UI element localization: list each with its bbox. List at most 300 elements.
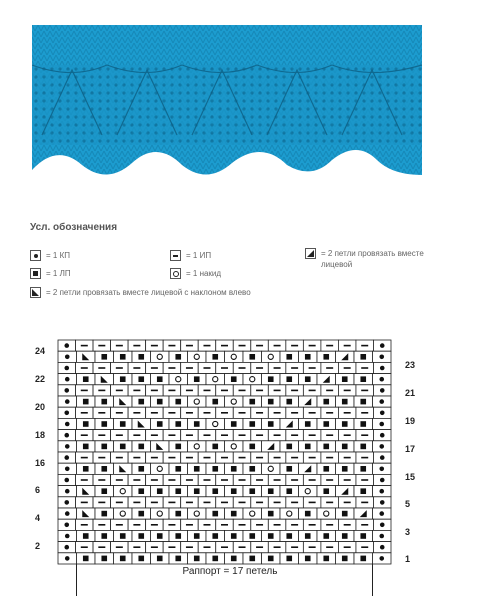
chart-symbol — [323, 421, 329, 427]
chart-symbol — [101, 556, 107, 562]
chart-symbol — [305, 354, 311, 360]
legend-item-label: = 1 ИП — [186, 251, 212, 260]
chart-symbol — [239, 479, 246, 481]
chart-symbol — [379, 444, 384, 449]
chart-symbol — [239, 502, 246, 504]
chart-cell — [225, 396, 244, 407]
chart-symbol — [239, 524, 246, 526]
chart-symbol — [168, 479, 175, 481]
chart-symbol — [81, 390, 88, 392]
chart-symbol — [65, 399, 70, 404]
chart-symbol — [309, 390, 316, 392]
chart-symbol — [186, 367, 193, 369]
chart-symbol — [138, 444, 144, 450]
chart-symbol — [151, 479, 158, 481]
chart-symbol — [221, 524, 228, 526]
chart-symbol — [64, 545, 69, 550]
chart-symbol — [64, 411, 69, 416]
chart-symbol — [186, 434, 193, 436]
chart-symbol — [344, 479, 351, 481]
row-number-left: 20 — [35, 402, 46, 412]
chart-symbol — [344, 457, 351, 459]
chart-cell — [280, 508, 299, 519]
row-number-right: 5 — [405, 499, 411, 509]
chart-cell — [243, 374, 262, 385]
chart-symbol — [274, 524, 281, 526]
chart-symbol — [186, 479, 193, 481]
chart-symbol — [203, 390, 210, 392]
chart-symbol — [249, 399, 255, 405]
chart-symbol — [274, 502, 281, 504]
chart-symbol — [81, 457, 88, 459]
chart-symbol — [239, 412, 246, 414]
chart-symbol — [231, 533, 237, 539]
chart-symbol — [309, 434, 316, 436]
chart-symbol — [64, 366, 69, 371]
chart-symbol — [268, 533, 274, 539]
chart-symbol — [81, 546, 88, 548]
chart-symbol — [380, 455, 385, 460]
chart-symbol — [380, 343, 385, 348]
chart-symbol — [212, 444, 218, 450]
chart-symbol — [138, 399, 144, 405]
chart-symbol — [101, 488, 107, 494]
chart-symbol — [138, 376, 144, 382]
chart-symbol — [342, 511, 348, 517]
chart-symbol — [256, 479, 263, 481]
chart-symbol — [221, 502, 228, 504]
chart-symbol — [361, 479, 368, 481]
chart-symbol — [120, 556, 126, 562]
chart-symbol — [186, 502, 193, 504]
chart-symbol — [157, 421, 163, 427]
chart-symbol — [291, 457, 298, 459]
chart-symbol — [344, 502, 351, 504]
chart-symbol — [116, 367, 123, 369]
chart-symbol — [101, 399, 107, 405]
chart-symbol — [64, 500, 69, 505]
chart-symbol — [256, 502, 263, 504]
chart-symbol — [380, 478, 385, 483]
chart-symbol — [133, 412, 140, 414]
chart-symbol — [380, 366, 385, 371]
chart-symbol — [342, 444, 348, 450]
row-number-right: 15 — [405, 472, 416, 482]
chart-symbol — [98, 390, 105, 392]
chart-symbol — [151, 390, 158, 392]
chart-symbol — [286, 466, 292, 472]
chart-symbol — [305, 511, 311, 517]
chart-symbol — [203, 502, 210, 504]
chart-symbol — [186, 390, 193, 392]
chart-symbol — [379, 355, 384, 360]
chart-symbol — [305, 533, 311, 539]
row-number-left: 6 — [35, 485, 41, 495]
chart-symbol — [221, 412, 228, 414]
chart-symbol — [361, 524, 368, 526]
row-number-right: 17 — [405, 444, 416, 454]
chart-symbol — [175, 511, 181, 517]
chart-symbol — [116, 457, 123, 459]
chart-symbol — [286, 488, 292, 494]
chart-symbol — [98, 434, 105, 436]
chart-symbol — [249, 354, 255, 360]
chart-cell — [317, 508, 336, 519]
chart-symbol — [231, 421, 237, 427]
chart-symbol — [231, 488, 237, 494]
chart-symbol — [380, 433, 385, 438]
chart-symbol — [344, 345, 351, 347]
chart-symbol — [326, 412, 333, 414]
chart-symbol — [286, 376, 292, 382]
chart-symbol — [268, 556, 274, 562]
chart-symbol — [249, 533, 255, 539]
chart-symbol — [186, 412, 193, 414]
chart-symbol — [274, 412, 281, 414]
chart-symbol — [168, 524, 175, 526]
chart-cell — [188, 441, 207, 452]
chart-cell — [262, 463, 281, 474]
chart-symbol — [168, 390, 175, 392]
chart-cell — [151, 351, 170, 362]
row-number-right: 3 — [405, 527, 411, 537]
chart-symbol — [194, 533, 200, 539]
chart-symbol — [256, 546, 263, 548]
chart-symbol — [194, 488, 200, 494]
chart-symbol — [98, 546, 105, 548]
chart-symbol — [83, 376, 89, 382]
chart-symbol — [81, 412, 88, 414]
chart-symbol — [138, 511, 144, 517]
chart-cell — [243, 508, 262, 519]
chart-symbol — [342, 376, 348, 382]
legend-item-label: = 1 ЛП — [46, 269, 71, 278]
chart-symbol — [326, 524, 333, 526]
chart-symbol — [221, 345, 228, 347]
chart-symbol — [361, 390, 368, 392]
chart-symbol — [151, 367, 158, 369]
chart-symbol — [344, 434, 351, 436]
chart-symbol — [309, 412, 316, 414]
chart-symbol — [194, 556, 200, 562]
chart-symbol — [133, 502, 140, 504]
chart-symbol — [291, 479, 298, 481]
chart-symbol — [323, 488, 329, 494]
chart-symbol — [175, 488, 181, 494]
chart-symbol — [212, 556, 218, 562]
chart-symbol — [291, 502, 298, 504]
chart-symbol — [221, 390, 228, 392]
chart-symbol — [157, 488, 163, 494]
chart-symbol — [175, 354, 181, 360]
chart-symbol — [221, 457, 228, 459]
chart-symbol — [116, 412, 123, 414]
chart-symbol — [65, 534, 70, 539]
chart-symbol — [231, 511, 237, 517]
chart-symbol — [175, 399, 181, 405]
chart-symbol — [274, 390, 281, 392]
chart-symbol — [64, 523, 69, 528]
chart-symbol — [286, 399, 292, 405]
row-number-left: 24 — [35, 346, 46, 356]
chart-symbol — [256, 390, 263, 392]
chart-symbol — [379, 467, 384, 472]
chart-symbol — [133, 524, 140, 526]
chart-symbol — [256, 367, 263, 369]
chart-symbol — [65, 556, 70, 561]
chart-symbol — [151, 345, 158, 347]
chart-symbol — [326, 457, 333, 459]
chart-cell — [114, 486, 133, 497]
chart-symbol — [268, 511, 274, 517]
chart-symbol — [83, 399, 89, 405]
chart-symbol — [291, 412, 298, 414]
chart-symbol — [64, 455, 69, 460]
chart-symbol — [175, 421, 181, 427]
chart-symbol — [175, 444, 181, 450]
chart-symbol — [175, 556, 181, 562]
chart-cell — [151, 508, 170, 519]
chart-symbol — [194, 466, 200, 472]
chart-symbol — [361, 434, 368, 436]
chart-symbol — [83, 444, 89, 450]
chart-symbol — [203, 457, 210, 459]
chart-cell — [206, 374, 225, 385]
chart-symbol — [268, 376, 274, 382]
chart-symbol — [81, 479, 88, 481]
chart-symbol — [360, 399, 366, 405]
chart-symbol — [116, 502, 123, 504]
chart-symbol — [256, 457, 263, 459]
chart-symbol — [212, 466, 218, 472]
chart-symbol — [380, 388, 385, 393]
row-number-right: 23 — [405, 360, 416, 370]
chart-symbol — [101, 511, 107, 517]
chart-symbol — [83, 556, 89, 562]
chart-symbol — [138, 488, 144, 494]
chart-symbol — [239, 434, 246, 436]
chart-symbol — [379, 422, 384, 427]
chart-symbol — [65, 422, 70, 427]
chart-symbol — [151, 412, 158, 414]
chart-symbol — [360, 354, 366, 360]
chart-symbol — [268, 399, 274, 405]
chart-symbol — [309, 546, 316, 548]
chart-symbol — [203, 524, 210, 526]
chart-symbol — [309, 502, 316, 504]
chart-symbol — [361, 412, 368, 414]
chart-symbol — [256, 434, 263, 436]
chart-symbol — [186, 546, 193, 548]
chart-symbol — [305, 376, 311, 382]
rapport-label: Раппорт = 17 петель — [182, 566, 278, 577]
chart-symbol — [291, 434, 298, 436]
chart-symbol — [203, 479, 210, 481]
chart-symbol — [138, 354, 144, 360]
chart-symbol — [360, 466, 366, 472]
chart-symbol — [326, 367, 333, 369]
chart-symbol — [203, 434, 210, 436]
chart-symbol — [239, 546, 246, 548]
chart-symbol — [342, 556, 348, 562]
chart-cell — [114, 508, 133, 519]
chart-symbol — [212, 533, 218, 539]
chart-symbol — [116, 524, 123, 526]
chart-symbol — [239, 367, 246, 369]
chart-symbol — [380, 500, 385, 505]
chart-symbol — [221, 546, 228, 548]
chart-symbol — [309, 479, 316, 481]
chart-symbol — [151, 502, 158, 504]
chart-symbol — [323, 556, 329, 562]
chart-symbol — [151, 434, 158, 436]
chart-symbol — [256, 524, 263, 526]
chart-symbol — [326, 479, 333, 481]
chart-symbol — [203, 367, 210, 369]
chart-symbol — [212, 488, 218, 494]
chart-symbol — [212, 511, 218, 517]
chart-cell — [151, 463, 170, 474]
chart-symbol — [379, 511, 384, 516]
chart-symbol — [221, 434, 228, 436]
chart-symbol — [116, 390, 123, 392]
chart-symbol — [101, 354, 107, 360]
chart-symbol — [101, 421, 107, 427]
row-number-right: 19 — [405, 416, 416, 426]
chart-symbol — [98, 479, 105, 481]
chart-symbol — [133, 367, 140, 369]
chart-symbol — [361, 502, 368, 504]
chart-symbol — [133, 479, 140, 481]
chart-symbol — [151, 457, 158, 459]
chart-symbol — [360, 533, 366, 539]
chart-symbol — [212, 399, 218, 405]
chart-symbol — [342, 466, 348, 472]
chart-symbol — [360, 488, 366, 494]
chart-symbol — [326, 434, 333, 436]
chart-symbol — [274, 345, 281, 347]
row-number-right: 1 — [405, 554, 411, 564]
chart-symbol — [274, 479, 281, 481]
chart-symbol — [157, 399, 163, 405]
chart-symbol — [168, 434, 175, 436]
chart-symbol — [151, 546, 158, 548]
chart-symbol — [65, 467, 70, 472]
chart-symbol — [64, 478, 69, 483]
chart-symbol — [249, 556, 255, 562]
chart-symbol — [64, 433, 69, 438]
chart-symbol — [249, 421, 255, 427]
chart-symbol — [203, 345, 210, 347]
chart-symbol — [380, 523, 385, 528]
chart-symbol — [186, 524, 193, 526]
row-number-left: 18 — [35, 430, 46, 440]
chart-symbol — [81, 367, 88, 369]
chart-symbol — [194, 421, 200, 427]
chart-symbol — [83, 466, 89, 472]
chart-symbol — [268, 421, 274, 427]
chart-symbol — [360, 376, 366, 382]
chart-symbol — [309, 345, 316, 347]
chart-symbol — [120, 354, 126, 360]
chart-cell — [188, 351, 207, 362]
chart-symbol — [151, 524, 158, 526]
chart-symbol — [286, 533, 292, 539]
chart-symbol — [309, 524, 316, 526]
chart-symbol — [286, 444, 292, 450]
chart-symbol — [326, 546, 333, 548]
chart-symbol — [274, 367, 281, 369]
chart-symbol — [291, 546, 298, 548]
chart-symbol — [101, 444, 107, 450]
chart-symbol — [116, 434, 123, 436]
chart-cell — [354, 508, 373, 519]
chart-symbol — [305, 444, 311, 450]
chart-symbol — [138, 466, 144, 472]
chart-symbol — [65, 511, 70, 516]
chart-symbol — [221, 367, 228, 369]
chart-symbol — [361, 345, 368, 347]
chart-symbol — [344, 390, 351, 392]
legend-item-label: = 2 петли провязать вместе лицевой — [321, 249, 424, 269]
chart-symbol — [344, 367, 351, 369]
chart-cell — [206, 418, 225, 429]
chart-symbol — [65, 444, 70, 449]
chart-symbol — [239, 390, 246, 392]
legend-title: Усл. обозначения — [30, 222, 118, 233]
chart-symbol — [379, 489, 384, 494]
chart-symbol — [98, 524, 105, 526]
chart-symbol — [291, 345, 298, 347]
chart-symbol — [168, 367, 175, 369]
chart-symbol — [379, 556, 384, 561]
chart-symbol — [98, 412, 105, 414]
chart-symbol — [291, 524, 298, 526]
chart-symbol — [268, 488, 274, 494]
row-number-left: 4 — [35, 513, 41, 523]
chart-symbol — [249, 466, 255, 472]
chart-symbol — [212, 354, 218, 360]
chart-symbol — [168, 412, 175, 414]
chart-symbol — [323, 444, 329, 450]
chart-symbol — [342, 421, 348, 427]
chart-symbol — [120, 444, 126, 450]
chart-symbol — [81, 524, 88, 526]
chart-symbol — [249, 444, 255, 450]
chart-symbol — [326, 345, 333, 347]
chart-symbol — [379, 399, 384, 404]
chart-symbol — [221, 479, 228, 481]
chart-symbol — [326, 502, 333, 504]
chart-symbol — [305, 556, 311, 562]
chart-symbol — [231, 376, 237, 382]
chart-symbol — [83, 533, 89, 539]
chart-symbol — [274, 457, 281, 459]
chart-symbol — [305, 421, 311, 427]
chart-symbol — [120, 421, 126, 427]
chart-symbol — [342, 399, 348, 405]
chart-symbol — [157, 556, 163, 562]
chart-symbol — [361, 457, 368, 459]
chart-symbol — [239, 345, 246, 347]
chart-symbol — [133, 434, 140, 436]
chart-symbol — [309, 457, 316, 459]
chart-symbol — [361, 367, 368, 369]
chart-symbol — [133, 345, 140, 347]
chart-symbol — [323, 354, 329, 360]
chart-symbol — [186, 345, 193, 347]
row-number-left: 2 — [35, 541, 41, 551]
